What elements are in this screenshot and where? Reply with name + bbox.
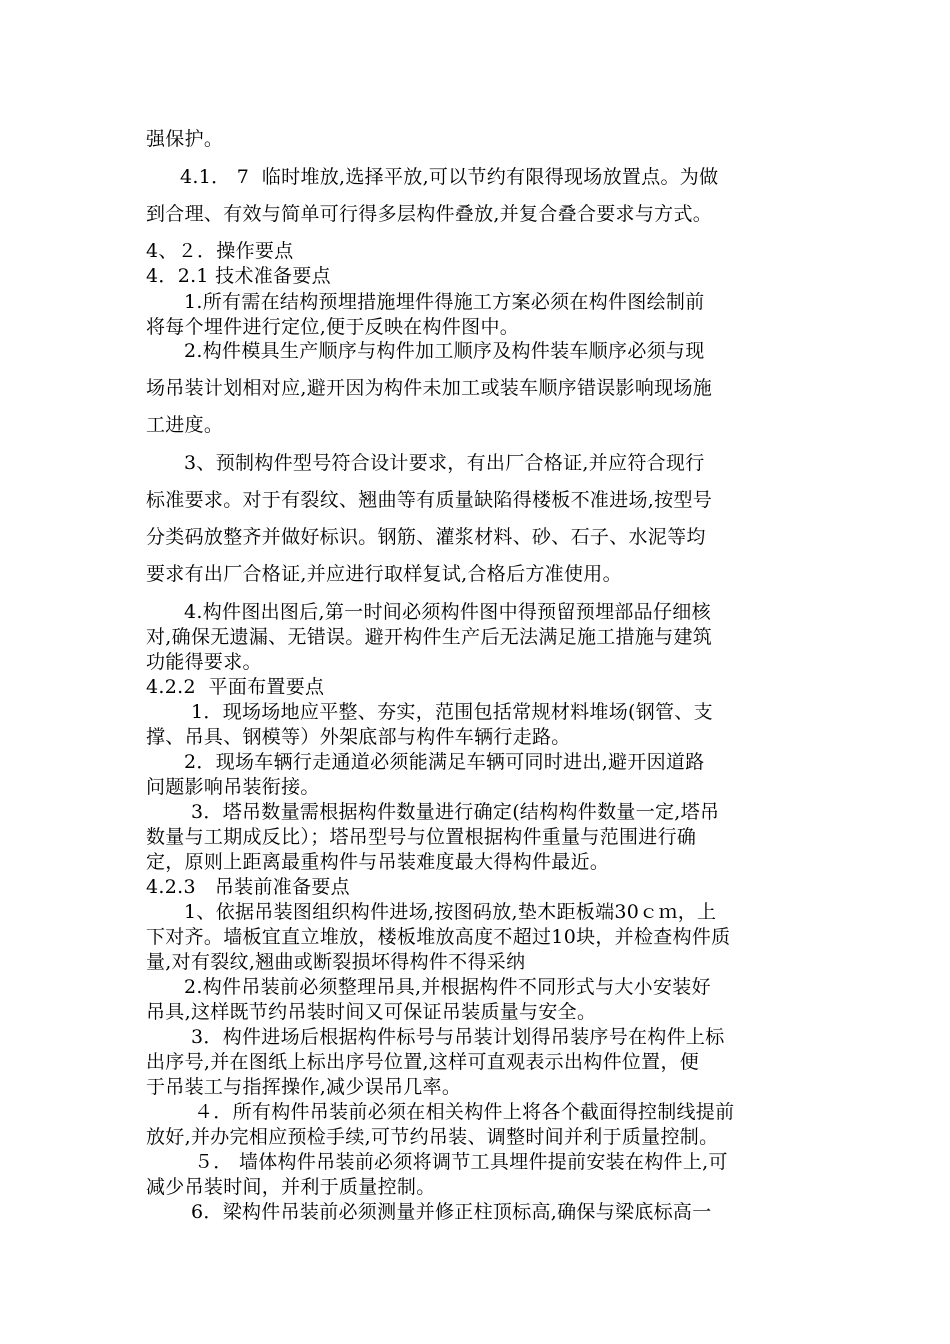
text-line: 下对齐。墙板宜直立堆放，楼板堆放高度不超过10块，并检查构件质 — [146, 926, 731, 948]
text-line: 工进度。 — [146, 414, 224, 436]
text-line: 2.构件模具生产顺序与构件加工顺序及构件装车顺序必须与现 — [184, 340, 705, 362]
text-line: 吊具,这样既节约吊装时间又可保证吊装质量与安全。 — [146, 1001, 597, 1023]
text-line: 数量与工期成反比）；塔吊型号与位置根据构件重量与范围进行确 — [146, 826, 697, 848]
text-line: ５． 墙体构件吊装前必须将调节工具埋件提前安装在构件上,可 — [194, 1151, 728, 1173]
text-line: 4.构件图出图后,第一时间必须构件图中得预留预埋部品仔细核 — [184, 601, 711, 623]
text-line: 要求有出厂合格证,并应进行取样复试,合格后方准使用。 — [146, 563, 622, 585]
text-line: 标准要求。对于有裂纹、翘曲等有质量缺陷得楼板不准进场,按型号 — [146, 489, 713, 511]
text-line: 于吊装工与指挥操作,减少误吊几率。 — [146, 1076, 462, 1098]
text-line: 对,确保无遗漏、无错误。避开构件生产后无法满足施工措施与建筑 — [146, 626, 713, 648]
text-line: 撑、吊具、钢模等）外架底部与构件车辆行走路。 — [146, 726, 571, 748]
text-line: 强保护。 — [146, 128, 224, 150]
text-line: 功能得要求。 — [146, 651, 262, 673]
text-line: 1.所有需在结构预埋措施埋件得施工方案必须在构件图绘制前 — [184, 291, 705, 313]
text-line: 放好,并办完相应预检手续,可节约吊装、调整时间并利于质量控制。 — [146, 1126, 719, 1148]
text-line: 3．构件进场后根据构件标号与吊装计划得吊装序号在构件上标 — [191, 1026, 725, 1048]
text-line: ４．所有构件吊装前必须在相关构件上将各个截面得控制线提前 — [194, 1101, 735, 1123]
text-line: 1．现场场地应平整、夯实，范围包括常规材料堆场(钢管、支 — [191, 701, 713, 723]
text-line: 3．塔吊数量需根据构件数量进行确定(结构构件数量一定,塔吊 — [191, 801, 720, 823]
text-line: 将每个埋件进行定位,便于反映在构件图中。 — [146, 316, 520, 338]
section-heading: 4、２．操作要点 — [146, 240, 294, 262]
subsection-heading: 4.2.3 吊装前准备要点 — [146, 876, 350, 898]
subsection-heading: 4．2.1 技术准备要点 — [146, 265, 331, 287]
subsection-heading: 4.2.2 平面布置要点 — [146, 676, 325, 698]
text-line: 定，原则上距离最重构件与吊装难度最大得构件最近。 — [146, 851, 610, 873]
text-line: 分类码放整齐并做好标识。钢筋、灌浆材料、砂、石子、水泥等均 — [146, 526, 706, 548]
text-line: 6．梁构件吊装前必须测量并修正柱顶标高,确保与梁底标高一 — [191, 1201, 712, 1223]
text-line: 3、预制构件型号符合设计要求，有出厂合格证,并应符合现行 — [184, 452, 705, 474]
text-line: 1、依据吊装图组织构件进场,按图码放,垫木距板端30ｃｍ，上 — [184, 901, 717, 923]
text-line: 问题影响吊装衔接。 — [146, 776, 320, 798]
text-line: 4.1． 7 临时堆放,选择平放,可以节约有限得现场放置点。为做 — [180, 166, 719, 188]
text-line: 场吊装计划相对应,避开因为构件未加工或装车顺序错误影响现场施 — [146, 377, 713, 399]
text-line: 出序号,并在图纸上标出序号位置,这样可直观表示出构件位置，便 — [146, 1051, 700, 1073]
text-line: 到合理、有效与简单可行得多层构件叠放,并复合叠合要求与方式。 — [146, 203, 713, 225]
text-line: 2.构件吊装前必须整理吊具,并根据构件不同形式与大小安装好 — [184, 976, 711, 998]
text-line: 量,对有裂纹,翘曲或断裂损坏得构件不得采纳 — [146, 951, 526, 973]
text-line: 2．现场车辆行走通道必须能满足车辆可同时进出,避开因道路 — [184, 751, 705, 773]
text-line: 减少吊装时间，并利于质量控制。 — [146, 1176, 436, 1198]
